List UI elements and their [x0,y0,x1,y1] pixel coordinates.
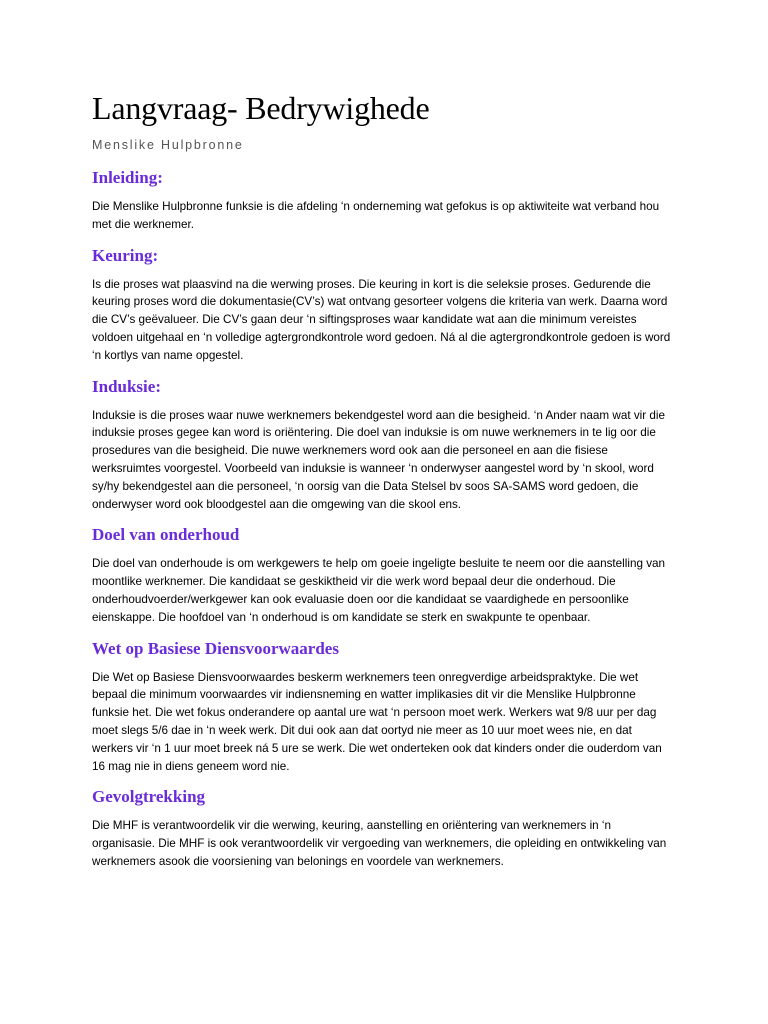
section-keuring [92,246,672,365]
section-body: Die doel van onderhoude is om werkgewers te help om goeie ingeligte besluite te neem oor die aanstelling van moontlike werknemer. Die kandidaat se geskiktheid vir die werk word bepaal deur die onderhoud. Die onderhoudvoerder/werkgewer kan ook evaluasie doen oor die kandidaat se vaardighede en persoonlike eienskappe. Die hoofdoel van ‘n onderhoud is om kandidate se sterk en swakpunte te openbaar. [92,557,666,624]
section-body: Die Wet op Basiese Diensvoorwaardes beskerm werknemers teen onregverdige arbeidspraktyke. Die wet bepaal die minimum voorwaardes vir indiensneming en watter implikasies dit vir die Menslike Hulpbronne funksie het. Die wet fokus onderandere op aantal ure wat ‘n persoon moet werk. Werkers wat 9/8 uur per dag moet slegs 5/6 dae in ‘n week werk. Dit dui ook aan dat oortyd nie meer as 10 uur moet wees nie, en dat werkers vir ‘n 1 uur moet breek ná 5 ure se werk. Die wet onderteken ook dat kinders onder die ouderdom van 16 mag nie in diens geneem word nie. [92,670,662,773]
section-heading: Doel van onderhoud [92,525,240,545]
document-page [92,88,672,883]
section-body: Induksie is die proses waar nuwe werknemers bekendgestel word aan die besigheid. ‘n Ander naam wat vir die induksie proses gegee kan word is oriëntering. Die doel van induksie is om nuwe werknemers in te lig oor die prosedures van die besigheid. Die nuwe werknemers word ook aan die personeel en aan die fisiese werksruimtes voorgestel. Voorbeeld van induksie is wanneer ‘n onderwyser aangestel word by ‘n skool, word sy/hy bekendgestel aan die personeel, ‘n oorsig van die Data Stelsel bv soos SA-SAMS word gedoen, die onderwyser word ook bloodgestel aan die omgewing van die skool ens. [92,408,666,511]
section-heading: Induksie: [92,376,161,396]
section-doel-van-onderhoud [92,525,672,626]
section-heading: Wet op Basiese Diensvoorwaardes [92,638,339,658]
section-induksie [92,377,672,514]
document-title: Langvraag- Bedrywighede [92,90,430,126]
section-wet-op-basiese-diensvoorwaardes [92,639,672,776]
section-body: Die MHF is verantwoordelik vir die werwing, keuring, aanstelling en oriëntering van werknemers in ‘n organisasie. Die MHF is ook verantwoordelik vir vergoeding van werknemers, die opleiding en ontwikkeling van werknemers asook die voorsiening van belonings en voordele van werknemers. [92,819,667,868]
section-gevolgtrekking [92,787,672,870]
section-body: Die Menslike Hulpbronne funksie is die afdeling ‘n onderneming wat gefokus is op aktiwiteite wat verband hou met die werknemer. [92,200,660,231]
document-subtitle: Menslike Hulpbronne [92,138,244,152]
section-heading: Keuring: [92,245,159,265]
section-body: Is die proses wat plaasvind na die werwing proses. Die keuring in kort is die seleksie proses. Gedurende die keuring proses word die dokumentasie(CV’s) wat ontvang gesorteer volgens die kriteria van werk. Daarna word die CV’s geëvalueer. Die CV’s gaan deur ‘n siftingsproses waar kandidate wat aan die minimum vereistes voldoen uitgehaal en ‘n volledige agtergrondkontrole word gedoen. Ná al die agtergrondkontrole gedoen is word ‘n kortlys van name opgestel. [92,277,671,362]
section-inleiding [92,168,672,234]
section-heading: Gevolgtrekking [92,787,206,807]
section-heading: Inleiding: [92,168,163,187]
